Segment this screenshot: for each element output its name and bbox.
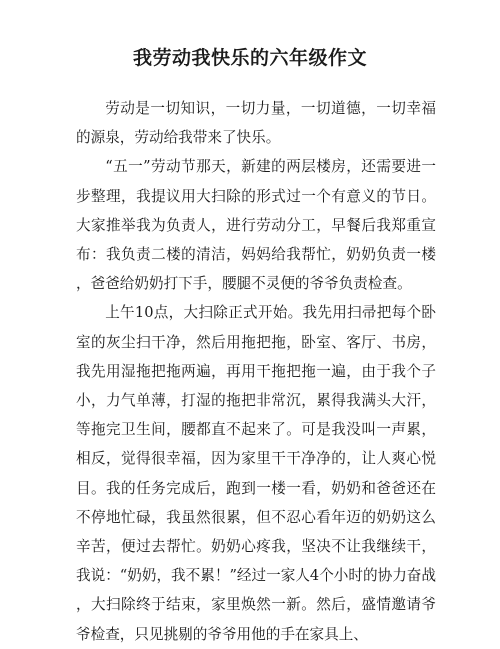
paragraph-3: 上午10点，大扫除正式开始。我先用扫帚把每个卧室的灰尘扫干净，然后用拖把拖，卧室、客厅、书房，我先用湿拖把拖两遍，再用干拖把拖一遍，由于我个子小，力气单薄，打湿的拖把非常沉，累得我满头大汗，等拖完卫生间，腰都直不起来了。可是我没叫一声累，相反，觉得很幸福，因为家里干干净净的，让人爽心悦目。我的任务完成后，跑到一楼一看，奶奶和爸爸还在不停地忙碌，我虽然很累，但不忍心看年迈的奶奶这么辛苦，便过去帮忙。奶奶心疼我，坚决不让我继续干，我说：“奶奶，我不累！”经过一家人4个小时的协力奋战，大扫除终于结束，家里焕然一新。然后，盛情邀请爷爷检查，只见挑剔的爷爷用他的手在家具上、 (76, 304, 436, 643)
document-title: 我劳动我快乐的六年级作文 (132, 47, 367, 69)
paragraph-1: 劳动是一切知识，一切力量，一切道德，一切幸福的源泉，劳动给我带来了快乐。 (76, 100, 436, 147)
paragraph-2: “五一”劳动节那天，新建的两层楼房，还需要进一步整理，我提议用大扫除的形式过一个有意义的节日。大家推举我为负责人，进行劳动分工，早餐后我郑重宣布：我负责二楼的清洁，妈妈给我帮忙，奶奶负责一楼，爸爸给奶奶打下手，腰腿不灵便的爷爷负责检查。 (76, 158, 436, 293)
